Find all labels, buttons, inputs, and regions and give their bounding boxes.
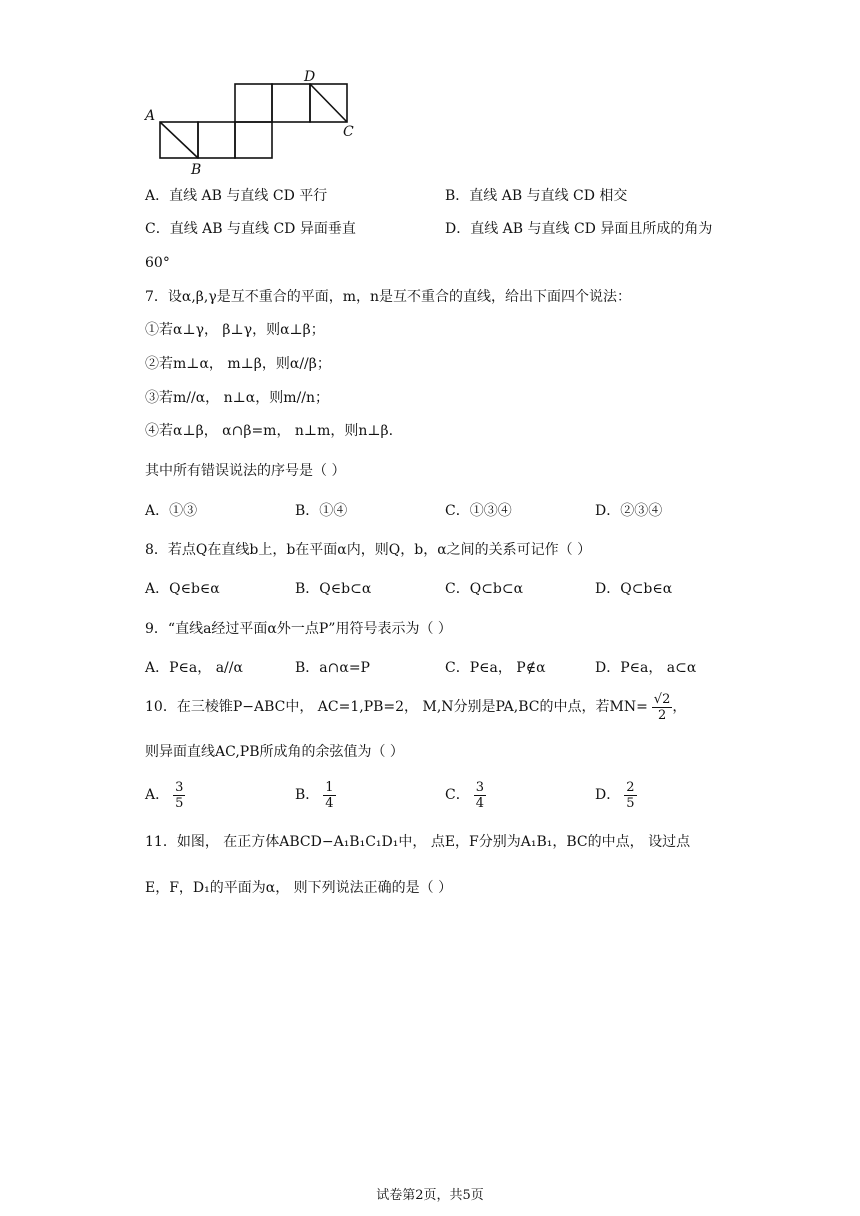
q10-option-c-fraction [474, 780, 486, 811]
q7-stem: 7．设α,β,γ是互不重合的平面，m，n是互不重合的直线，给出下面四个说法： [145, 289, 632, 305]
q10-mn-num: √2 [653, 691, 671, 707]
q10-stem-text: 10．在三棱锥P−ABC中， AC=1,PB=2， M,N分别是PA,BC的中点，若MN= [145, 699, 648, 715]
line-cd [310, 84, 347, 122]
q7-question: 其中所有错误说法的序号是（ ） [145, 463, 346, 479]
q7-option-d[interactable]: D．②③④ [595, 503, 663, 519]
q10-option-b-label: B． [295, 787, 320, 803]
q7-option-a[interactable]: A．①③ [145, 503, 198, 519]
q10-option-b-fraction [323, 780, 335, 811]
q10-option-c-label: C． [445, 787, 470, 803]
q9-option-d[interactable]: D．P∈a， a⊂α [595, 660, 697, 676]
q7-option-b[interactable]: B．①④ [295, 503, 348, 519]
q6-option-c[interactable]: C．直线 AB 与直线 CD 异面垂直 [145, 221, 356, 237]
q10-mn-den: 2 [657, 707, 667, 723]
q10-option-a-den: 5 [175, 795, 184, 811]
q10-option-b-den: 4 [325, 795, 334, 811]
q9-stem: 9．“直线a经过平面α外一点P”用符号表示为（ ） [145, 621, 452, 637]
line-ab [160, 122, 198, 158]
q11-stem-2: E，F，D₁的平面为α， 则下列说法正确的是（ ） [145, 880, 453, 896]
q10-option-d-den: 5 [626, 795, 635, 811]
q10-stem-end: ， [672, 699, 687, 715]
q10-option-d-fraction [624, 780, 636, 811]
q8-option-b[interactable]: B．Q∈b⊂α [295, 581, 372, 597]
q10-option-b[interactable] [295, 778, 336, 812]
q10-option-c-den: 4 [475, 795, 484, 811]
q10-option-d-label: D． [595, 787, 621, 803]
q10-mn-fraction [652, 692, 673, 723]
q10-option-b-num: 1 [325, 779, 334, 795]
q9-option-b[interactable]: B．a∩α=P [295, 660, 370, 676]
q9-option-a[interactable]: A．P∈a， a//α [145, 660, 243, 676]
q7-statement-1: ①若α⊥γ， β⊥γ，则α⊥β； [145, 322, 325, 338]
q10-stem [145, 690, 686, 724]
q10-stem-2: 则异面直线AC,PB所成角的余弦值为（ ） [145, 744, 404, 760]
label-c: C [343, 124, 354, 140]
net-figure [140, 66, 400, 176]
q8-option-c[interactable]: C．Q⊂b⊂α [445, 581, 524, 597]
q10-option-d-num: 2 [626, 779, 635, 795]
q8-option-a[interactable]: A．Q∈b∈α [145, 581, 220, 597]
q10-option-a[interactable] [145, 778, 185, 812]
page-footer: 试卷第2页，共5页 [376, 1188, 484, 1203]
q8-stem: 8．若点Q在直线b上，b在平面α内，则Q，b，α之间的关系可记作（ ） [145, 542, 592, 558]
q8-option-d[interactable]: D．Q⊂b∈α [595, 581, 673, 597]
q9-option-c[interactable]: C．P∈a， P∉α [445, 660, 546, 676]
q10-option-a-num: 3 [175, 779, 184, 795]
q7-option-c[interactable]: C．①③④ [445, 503, 512, 519]
q10-option-c-num: 3 [475, 779, 484, 795]
q6-option-a[interactable]: A．直线 AB 与直线 CD 平行 [145, 188, 328, 204]
label-b: B [191, 162, 202, 176]
q10-option-d[interactable] [595, 778, 637, 812]
q10-option-c[interactable] [445, 778, 486, 812]
q6-option-d-cont: 60° [145, 255, 170, 271]
q7-statement-3: ③若m//α， n⊥α，则m//n； [145, 390, 329, 406]
q6-option-b[interactable]: B．直线 AB 与直线 CD 相交 [445, 188, 628, 204]
q10-option-a-label: A． [145, 787, 170, 803]
label-a: A [145, 108, 156, 124]
label-d: D [304, 69, 316, 85]
q7-statement-2: ②若m⊥α， m⊥β，则α//β； [145, 356, 331, 372]
q11-stem: 11．如图， 在正方体ABCD−A₁B₁C₁D₁中， 点E，F分别为A₁B₁，BC的中点， 设过点 [145, 834, 691, 850]
q10-option-a-fraction [173, 780, 185, 811]
q7-statement-4: ④若α⊥β， α∩β=m， n⊥m，则n⊥β. [145, 423, 394, 439]
q6-option-d[interactable]: D．直线 AB 与直线 CD 异面且所成的角为 [445, 221, 713, 237]
